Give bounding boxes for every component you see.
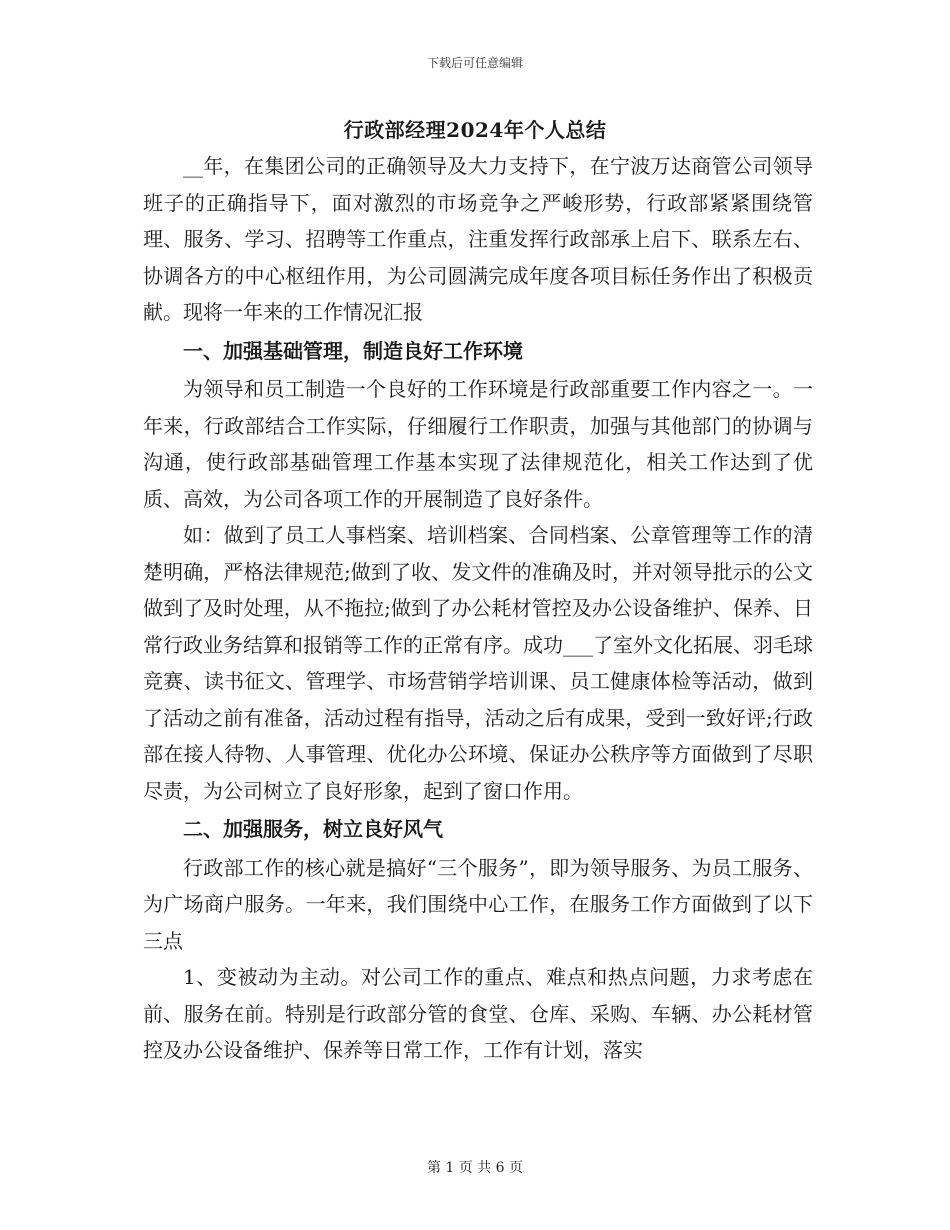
paragraph-section2-b: 1、变被动为主动。对公司工作的重点、难点和热点问题，力求考虑在前、服务在前。特别是行政部分管的食堂、仓库、采购、车辆、办公耗材管控及办公设备维护、保养等日常工作，工作有计划，落实 [143,965,813,1062]
section-heading-1: 一、加强基础管理，制造良好工作环境 [183,338,523,363]
paragraph-section1-a: 为领导和员工制造一个良好的工作环境是行政部重要工作内容之一。一年来，行政部结合工作实际，仔细履行工作职责，加强与其他部门的协调与沟通，使行政部基础管理工作基本实现了法律规范化，相关工作达到了优质、高效，为公司各项工作的开展制造了良好条件。 [143,377,813,511]
paragraph-section2-a: 行政部工作的核心就是搞好“三个服务”，即为领导服务、为员工服务、为广场商户服务。一年来，我们围绕中心工作，在服务工作方面做到了以下三点 [143,855,813,953]
header-note: 下载后可任意编辑 [426,56,523,70]
document-title: 行政部经理2024年个人总结 [343,118,607,142]
paragraph-intro: __年，在集团公司的正确领导及大力支持下，在宁波万达商管公司领导班子的正确指导下，面对激烈的市场竞争之严峻形势，行政部紧紧围绕管理、服务、学习、招聘等工作重点，注重发挥行政部承上启下、联系左右、协调各方的中心枢纽作用，为公司圆满完成年度各项目标任务作出了积极贡献。现将一年来的工作情况汇报 [143,154,813,324]
page-footer: 第 1 页 共 6 页 [426,1160,524,1176]
paragraph-section1-b: 如：做到了员工人事档案、培训档案、合同档案、公章管理等工作的清楚明确，严格法律规范;做到了收、发文件的准确及时，并对领导批示的公文做到了及时处理，从不拖拉;做到了办公耗材管控及办公设备维护、保养、日常行政业务结算和报销等工作的正常有序。成功___了室外文化拓展、羽毛球竞赛、读书征文、管理学、市场营销学培训课、员工健康体检等活动，做到了活动之前有准备，活动过程有指导，活动之后有成果，受到一致好评;行政部在接人待物、人事管理、优化办公环境、保证办公秩序等方面做到了尽职尽责，为公司树立了良好形象，起到了窗口作用。 [143,523,813,803]
section-heading-2: 二、加强服务，树立良好风气 [183,817,443,841]
document-body [143,148,813,1069]
